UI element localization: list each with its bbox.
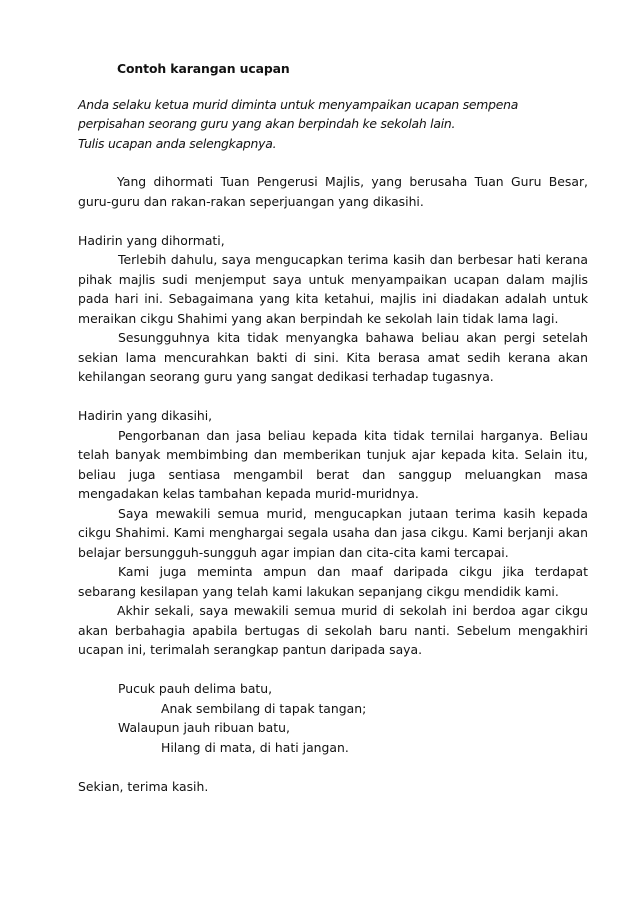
instructions	[78, 95, 588, 154]
instruction-line: perpisahan seorang guru yang akan berpindah ke sekolah lain.	[78, 116, 456, 131]
poem-line: Anak sembilang di tapak tangan;	[161, 700, 367, 716]
body-paragraph: Sesungguhnya kita tidak menyangka bahawa beliau akan pergi setelah sekian lama mencurahkan bakti di sini. Kita berasa amat sedih kerana akan kehilangan seorang guru yang sangat dedikasi terhadap tugasnya.	[78, 330, 588, 384]
poem-line: Walaupun jauh ribuan batu,	[118, 720, 290, 735]
paragraph-gap	[78, 211, 588, 231]
salutation-paragraph: Yang dihormati Tuan Pengerusi Majlis, yang berusaha Tuan Guru Besar, guru-guru dan rakan-rakan seperjuangan yang dikasihi.	[78, 174, 588, 209]
body-paragraph: Terlebih dahulu, saya mengucapkan terima kasih dan berbesar hati kerana pihak majlis sudi menjemput saya untuk menyampaikan ucapan dalam majlis pada hari ini. Sebagaimana yang kita ketahui, majlis ini diadakan adalah untuk meraikan cikgu Shahimi yang akan berpindah ke sekolah lain tidak lama lagi.	[78, 252, 588, 326]
body-paragraph: Pengorbanan dan jasa beliau kepada kita tidak ternilai harganya. Beliau telah banyak membimbing dan memberikan tunjuk ajar kepada kita. Selain itu, beliau juga sentiasa mengambil berat dan sanggup meluangkan masa mengadakan kelas tambahan kepada murid-muridnya.	[78, 427, 588, 501]
body-paragraph: Kami juga meminta ampun dan maaf daripada cikgu jika terdapat sebarang kesilapan yang telah kami lakukan sepanjang cikgu mendidik kami.	[78, 564, 588, 599]
instruction-line: Tulis ucapan anda selengkapnya.	[78, 135, 277, 151]
body-paragraph: Akhir sekali, saya mewakili semua murid di sekolah ini berdoa agar cikgu akan berbahagia apabila bertugas di sekolah baru nanti. Sebelum mengakhiri ucapan ini, terimalah serangkap pantun daripada saya.	[78, 603, 588, 657]
poem-line: Pucuk pauh delima batu,	[118, 681, 273, 696]
instruction-line: Anda selaku ketua murid diminta untuk menyampaikan ucapan sempena	[78, 96, 519, 112]
closing-line: Sekian, terima kasih.	[78, 778, 209, 794]
body-paragraph: Saya mewakili semua murid, mengucapkan jutaan terima kasih kepada cikgu Shahimi. Kami menghargai segala usaha dan jasa cikgu. Kami berjanji akan belajar bersungguh-sungguh agar impian dan cita-cita kami tercapai.	[78, 505, 588, 560]
document-title: Contoh karangan ucapan	[117, 61, 290, 76]
pantun-poem	[118, 679, 588, 757]
poem-line: Hilang di mata, di hati jangan.	[161, 739, 349, 755]
paragraph-gap	[78, 757, 588, 777]
paragraph-gap	[78, 660, 588, 680]
paragraph-gap	[78, 387, 588, 407]
greeting-heading: Hadirin yang dihormati,	[78, 232, 225, 248]
greeting-heading: Hadirin yang dikasihi,	[78, 408, 213, 423]
